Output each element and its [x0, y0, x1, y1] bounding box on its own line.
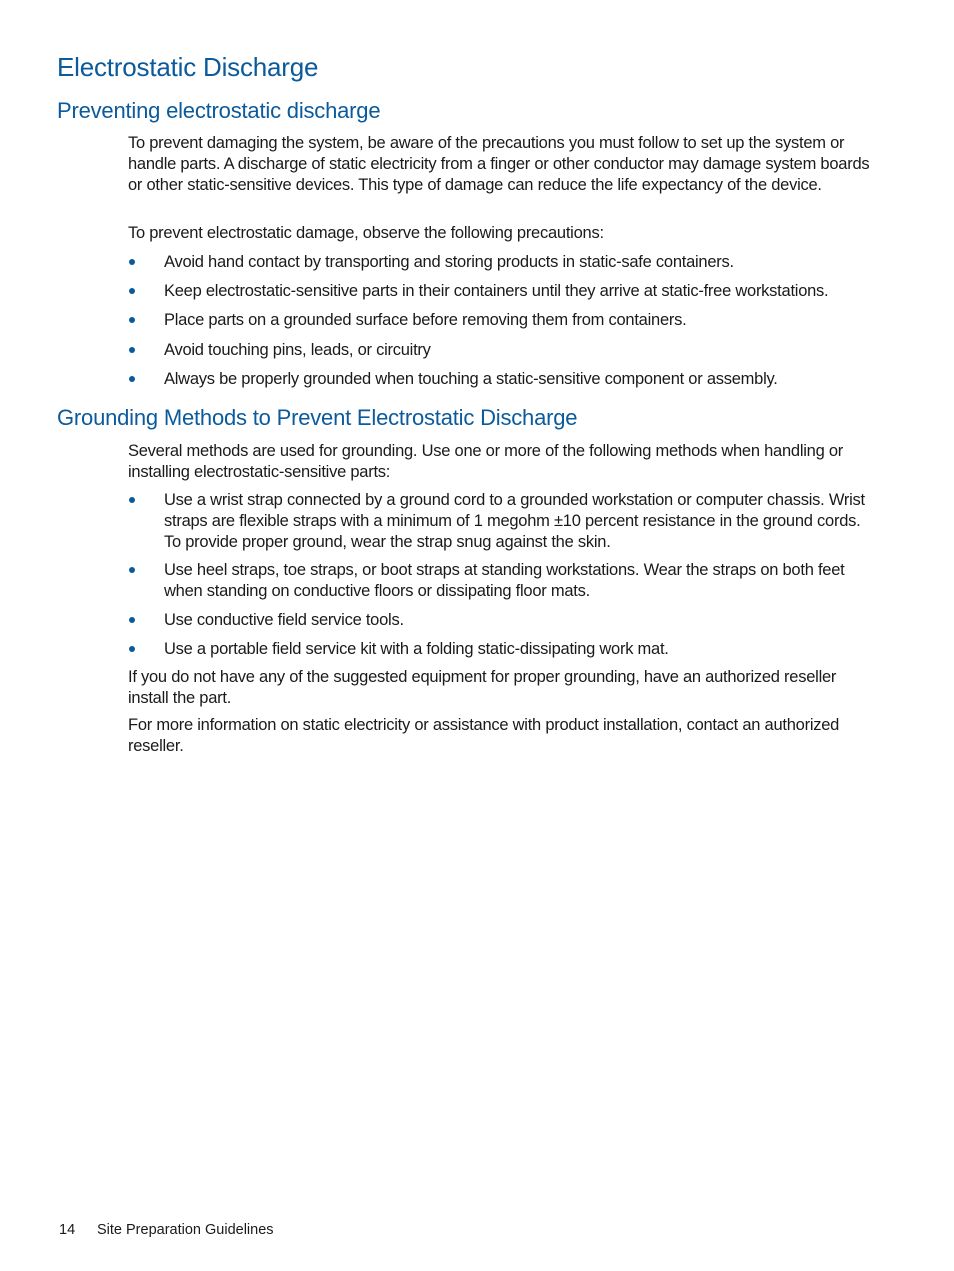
section2-equipment-paragraph	[128, 667, 873, 709]
page-number: 14	[59, 1222, 76, 1238]
list-item-text: Use a portable field service kit with a folding static-dissipating work mat.	[164, 640, 669, 658]
bullet-icon	[129, 497, 135, 503]
section-heading-preventing: Preventing electrostatic discharge	[57, 98, 381, 123]
list-item-text: Always be properly grounded when touching a static-sensitive component or assembly.	[164, 370, 778, 388]
section2-intro-paragraph	[128, 441, 873, 483]
section1-precautions-intro	[128, 223, 873, 244]
section2-contact-paragraph	[128, 715, 873, 757]
page-footer	[59, 1222, 274, 1238]
list-item	[128, 560, 873, 602]
bullet-icon	[129, 617, 135, 623]
footer-section-name: Site Preparation Guidelines	[97, 1222, 274, 1238]
paragraph-text: If you do not have any of the suggested equipment for proper grounding, have an authorized reseller install the part.	[128, 668, 837, 707]
list-item	[128, 610, 873, 631]
bullet-icon	[129, 259, 135, 265]
bullet-icon	[129, 317, 135, 323]
page-title: Electrostatic Discharge	[57, 52, 319, 82]
list-item	[128, 281, 873, 302]
list-item-text: Keep electrostatic-sensitive parts in their containers until they arrive at static-free workstations.	[164, 282, 829, 300]
paragraph-text: To prevent damaging the system, be aware of the precautions you must follow to set up the system or handle parts. A discharge of static electricity from a finger or other conductor may damage system boards or other static-sensitive devices. This type of damage can reduce the life expectancy of the device.	[128, 134, 870, 194]
paragraph-text: For more information on static electricity or assistance with product installation, contact an authorized reseller.	[128, 716, 840, 755]
bullet-icon	[129, 567, 135, 573]
list-item-text: Use a wrist strap connected by a ground cord to a grounded workstation or computer chassis. Wrist straps are flexible straps with a minimum of 1 megohm ±10 percent resistance in the ground cords. To provide proper ground, wear the strap snug against the skin.	[164, 491, 865, 551]
paragraph-text: To prevent electrostatic damage, observe the following precautions:	[128, 224, 604, 242]
section1-intro-paragraph	[128, 133, 873, 196]
list-item	[128, 639, 873, 660]
list-item	[128, 310, 873, 331]
bullet-icon	[129, 646, 135, 652]
section-heading-grounding: Grounding Methods to Prevent Electrostatic Discharge	[57, 405, 578, 430]
bullet-icon	[129, 288, 135, 294]
paragraph-text: Several methods are used for grounding. Use one or more of the following methods when handling or installing electrostatic-sensitive parts:	[128, 442, 844, 481]
list-item-text: Avoid hand contact by transporting and storing products in static-safe containers.	[164, 253, 734, 271]
list-item	[128, 340, 873, 361]
bullet-icon	[129, 347, 135, 353]
list-item-text: Avoid touching pins, leads, or circuitry	[164, 341, 431, 359]
list-item	[128, 252, 873, 273]
list-item	[128, 369, 873, 390]
list-item-text: Place parts on a grounded surface before removing them from containers.	[164, 311, 687, 329]
list-item-text: Use heel straps, toe straps, or boot straps at standing workstations. Wear the straps on both feet when standing on conductive floors or dissipating floor mats.	[164, 561, 845, 600]
list-item-text: Use conductive field service tools.	[164, 611, 404, 629]
bullet-icon	[129, 376, 135, 382]
list-item	[128, 490, 873, 553]
